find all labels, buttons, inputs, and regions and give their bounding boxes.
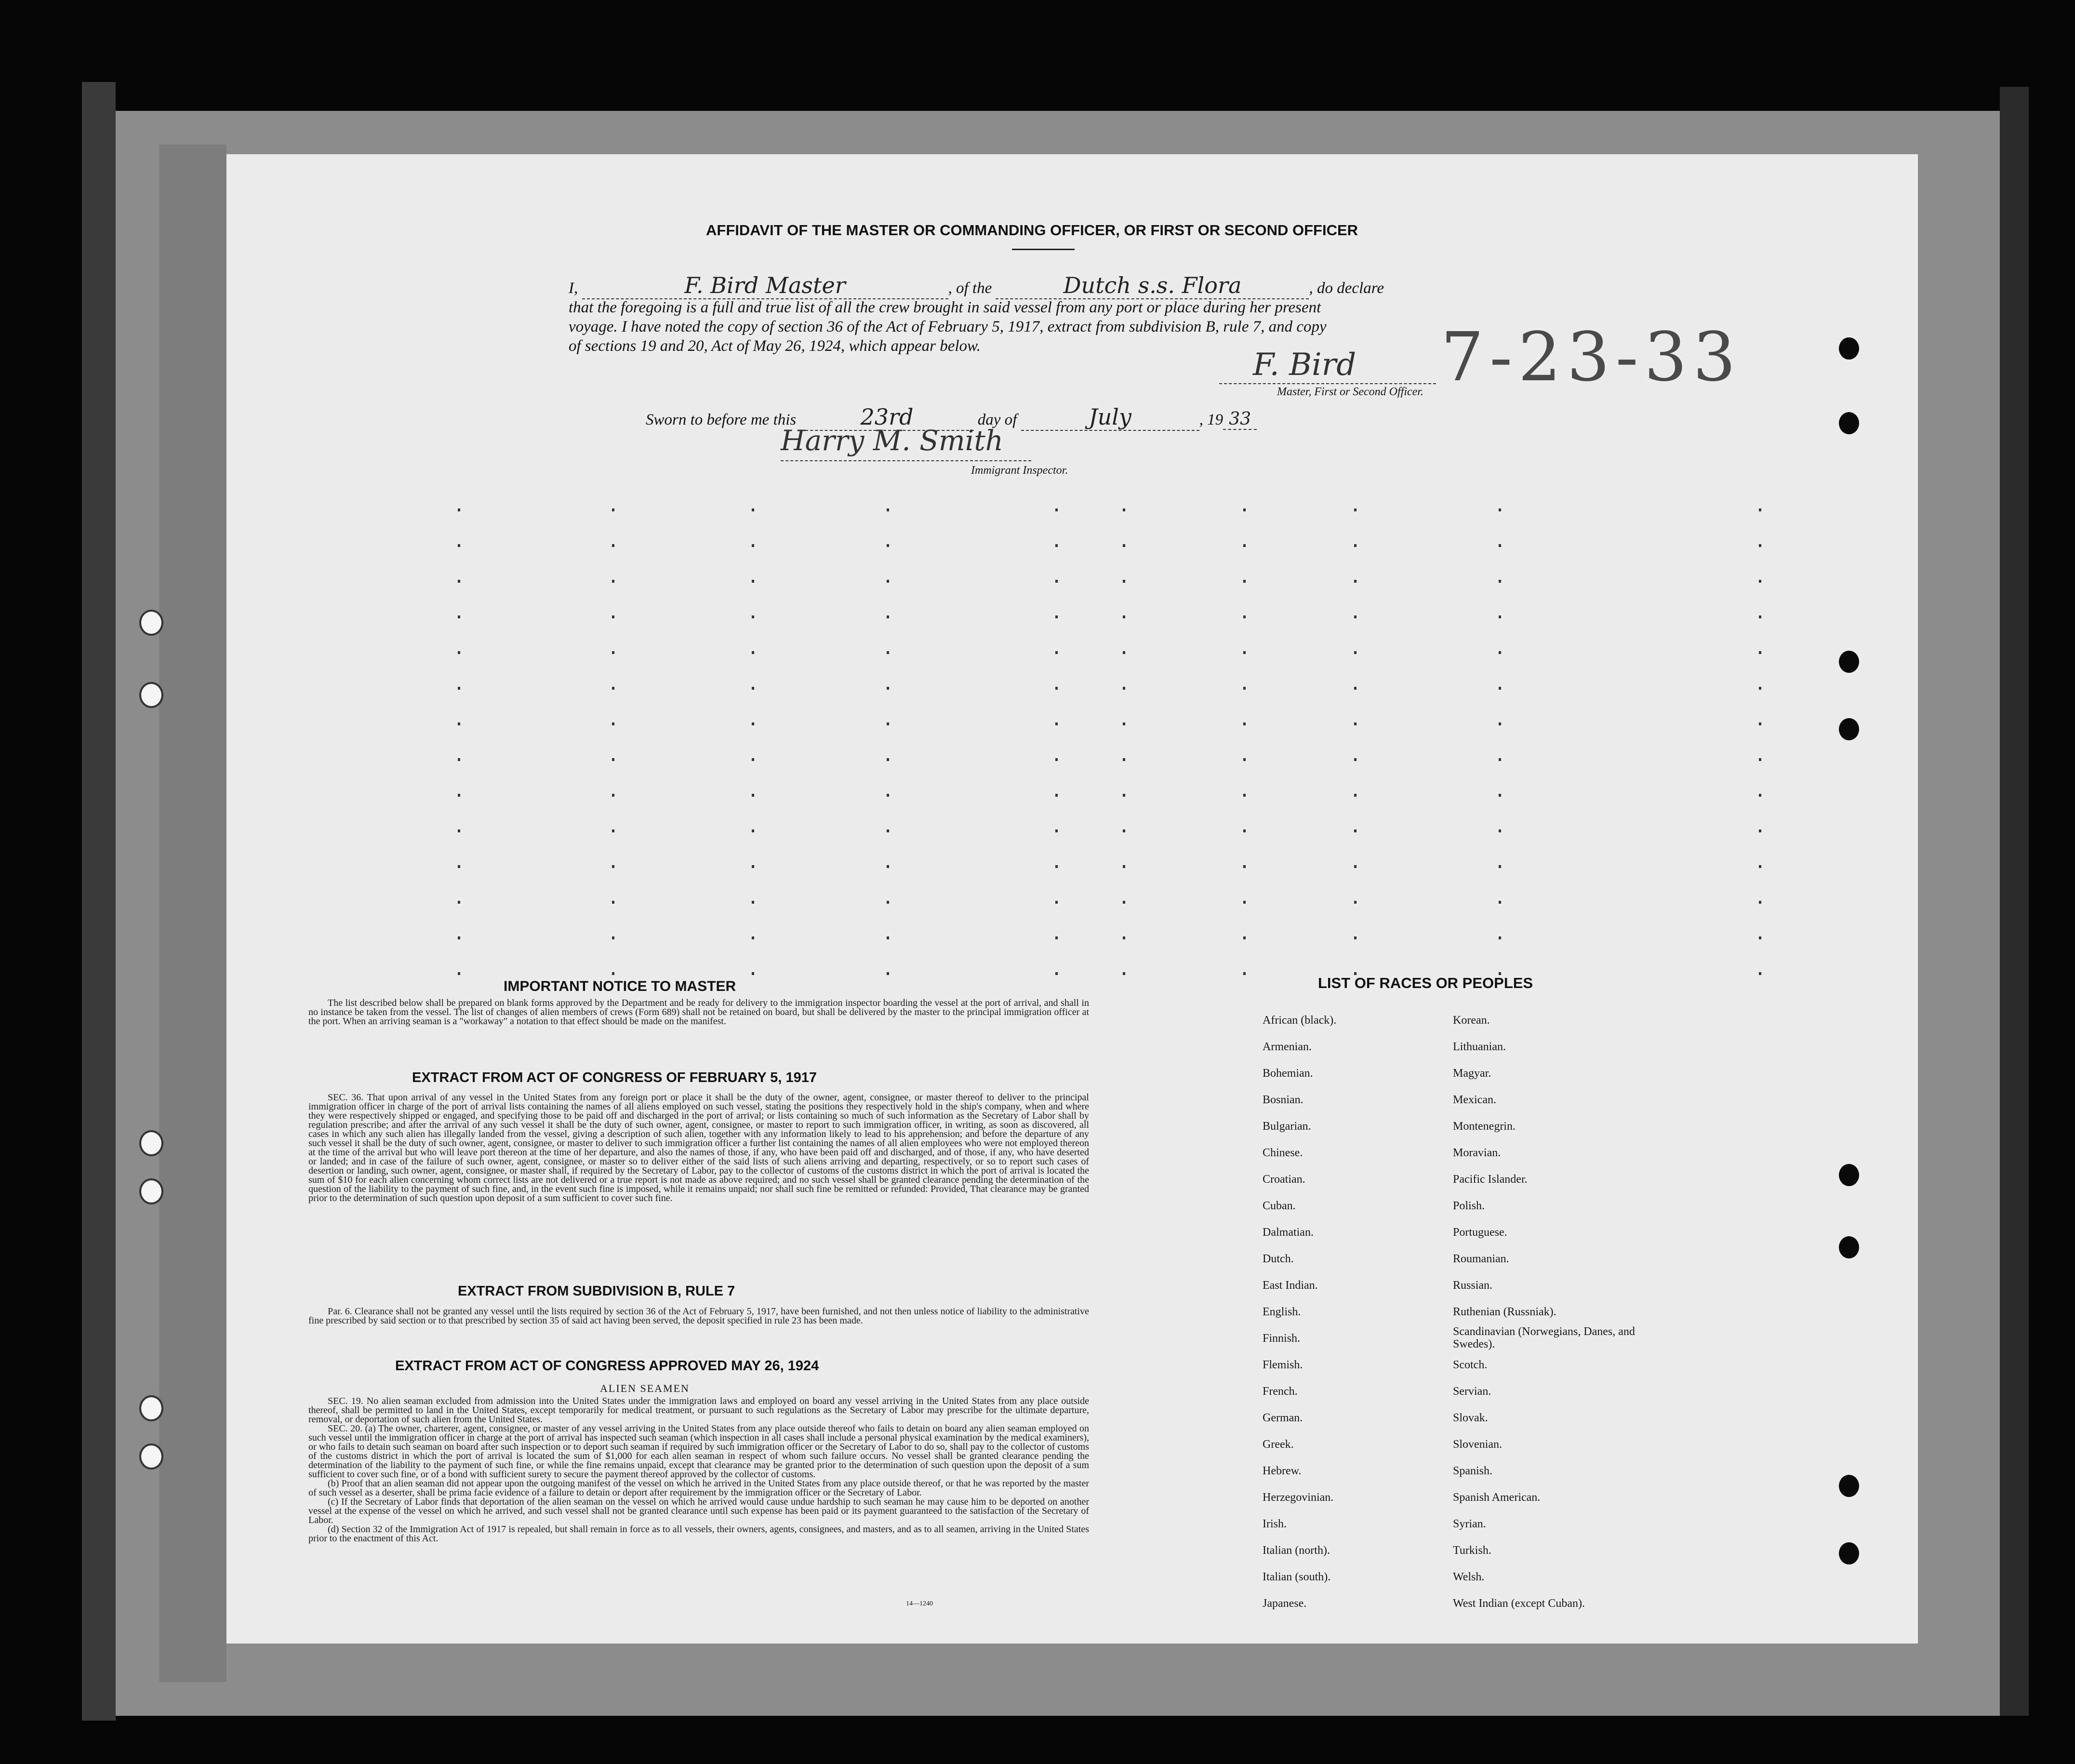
race-item: Montenegrin. [1453, 1120, 1516, 1133]
race-item: Korean. [1453, 1014, 1490, 1027]
faint-dot-mark [1123, 758, 1125, 761]
race-item: East Indian. [1263, 1279, 1318, 1292]
sworn-day-of: day of [977, 411, 1017, 428]
faint-dot-mark [1759, 615, 1761, 618]
faint-dot-mark [612, 508, 614, 511]
faint-dot-mark [1055, 508, 1058, 511]
extract-1924-title: EXTRACT FROM ACT OF CONGRESS APPROVED MAY 26, 1924 [395, 1358, 819, 1374]
race-item: Scotch. [1453, 1359, 1488, 1371]
section-36-paragraph: SEC. 36. That upon arrival of any vessel in the United States from any foreign port or place it shall be the duty of the owner, agent, consignee, or master thereof to deliver to the principal immigration officer in charge of the port of arrival lists containing the names of all aliens employed on such vessel, stating the positions they respectively hold in the ship's company, when and where they were respectively shipped or engaged, and specifying those to be paid off and discharged in the port of arrival; or lists containing so much of such information as the Secretary of Labor shall by regulation prescribe; and after the arrival of any such vessel it shall be the duty of such owner, agent, consignee, or master to report to such immigration officer, in writing, as soon as discovered, all cases in which any such alien has illegally landed from the vessel, giving a description of such alien, together with any information likely to lead to his apprehension; and before the departure of any such vessel it shall be the duty of such owner, agent, consignee, or master to deliver to such immigration officer a further list containing the names of all alien employees who were not employed thereon at the time of the arrival but who will leave port thereon at the time of her departure, and also the names of those, if any, who have been paid off and discharged, and of those, if any, who have deserted or landed; and in case of the failure of such owner, agent, consignee, or master so to deliver either of the said lists of such aliens arriving and departing, respectively, or so to report such cases of desertion or landing, such owner, agent, consignee, or master shall, if required by the Secretary of Labor, pay to the collector of customs of the customs district in which the port of arrival is located the sum of $10 for each alien concerning whom correct lists are not delivered or a true report is not made as above required; and no such vessel shall be granted clearance pending the determination of the question of the liability to the payment of such fine, and, in the event such fine is imposed, while it remains unpaid; nor shall such fine be remitted or refunded: Provided, That clearance may be granted prior to the determination of such question upon deposit of a sum sufficient to cover such fine. [308, 1092, 1089, 1203]
race-item: West Indian (except Cuban). [1453, 1597, 1585, 1610]
faint-dot-mark [1354, 901, 1357, 904]
faint-dot-mark [887, 936, 889, 939]
faint-dot-mark [1759, 972, 1761, 975]
faint-dot-mark [1055, 687, 1058, 690]
faint-dot-mark [887, 901, 889, 904]
section-20b-paragraph: (b) Proof that an alien seaman did not appear upon the outgoing manifest of the vessel on which he arrived in the United States from any place outside thereof, or that he was reported by the master of such vessel as a deserter, shall be prima facie evidence of a failure to detain or deport after requirement by the immigration officer or the Secretary of Labor. [308, 1478, 1089, 1498]
notice-paragraph: The list described below shall be prepared on blank forms approved by the Department and be ready for delivery to the immigration inspector boarding the vessel at the port of arrival, and shall in no instance be taken from the vessel. The list of changes of alien members of crews (Form 689) shall not be retained on board, but shall be delivered by the master to the principal immigration officer at the port. When an arriving seaman is a "workaway" a notation to that effect should be made on the manifest. [308, 998, 1089, 1027]
race-item: Welsh. [1453, 1571, 1485, 1583]
faint-dot-mark [887, 580, 889, 583]
punch-hole [1839, 1475, 1859, 1497]
affidavit-declare: , do declare [1309, 280, 1384, 297]
section-19-paragraph: SEC. 19. No alien seaman excluded from admission into the United States under the immigration laws and employed on board any vessel arriving in the United States from any place outside thereof, shall be permitted to land in the United States, except temporarily for medical treatment, or pursuant to such regulations as the Secretary of Labor may prescribe for the ultimate departure, removal, or deportation of such alien from the United States. [308, 1396, 1089, 1425]
faint-dot-mark [1055, 901, 1058, 904]
race-item: Moravian. [1453, 1147, 1501, 1159]
faint-dot-mark [1123, 972, 1125, 975]
faint-dot-mark [752, 508, 754, 511]
section-20a-paragraph: SEC. 20. (a) The owner, charterer, agent, consignee, or master of any vessel arriving in the United States from any place outside thereof who fails to detain on board any alien seaman employed on such vessel until the immigration officer in charge at the port of arrival has inspected such seaman (which inspection in all cases shall include a personal physical examination by the medical examiners), or who fails to detain such seaman on board after such inspection or to deport such seaman if required by such immigration officer or the Secretary of Labor to do so, shall pay to the collector of customs of the customs district in which the port of arrival is located the sum of $1,000 for each alien seaman in respect of whom such failure occurs. No vessel shall be granted clearance pending the determination of the liability to the payment of such fine, or while the fine remains unpaid, except that clearance may be granted prior to the determination of such question upon the deposit of a sum sufficient to cover such fine, or of a bond with sufficient surety to secure the payment thereof approved by the collector of customs. [308, 1423, 1089, 1480]
sworn-year-prefix: , 19 [1199, 411, 1224, 428]
race-item: Croatian. [1263, 1173, 1305, 1186]
faint-dot-mark [1243, 615, 1246, 618]
punch-hole [139, 610, 163, 636]
binding-margin [159, 145, 226, 1682]
race-item: Ruthenian (Russniak). [1453, 1306, 1556, 1318]
faint-dot-mark [458, 687, 460, 690]
faint-dot-mark [752, 936, 754, 939]
faint-dot-mark [752, 722, 754, 725]
punch-hole [1839, 337, 1859, 360]
faint-dot-mark [1055, 544, 1058, 547]
faint-dot-mark [887, 508, 889, 511]
faint-dot-mark [612, 758, 614, 761]
race-item: Spanish. [1453, 1465, 1493, 1477]
punch-hole [139, 1395, 163, 1421]
race-item: Mexican. [1453, 1094, 1496, 1106]
faint-dot-mark [887, 687, 889, 690]
faint-dot-mark [1499, 794, 1501, 797]
faint-dot-mark [1354, 829, 1357, 832]
faint-dot-mark [458, 936, 460, 939]
race-item: Japanese. [1263, 1597, 1307, 1610]
faint-dot-mark [612, 580, 614, 583]
race-item: Slovenian. [1453, 1438, 1502, 1451]
race-item: Italian (south). [1263, 1571, 1331, 1583]
faint-dot-mark [752, 829, 754, 832]
punch-hole [139, 1130, 163, 1156]
faint-dot-mark [1499, 544, 1501, 547]
race-item: Slovak. [1453, 1412, 1488, 1424]
faint-dot-mark [1243, 794, 1246, 797]
master-signature: F. Bird [1253, 347, 1357, 383]
faint-dot-mark [1055, 722, 1058, 725]
race-item: Magyar. [1453, 1067, 1491, 1080]
faint-dot-mark [1243, 901, 1246, 904]
faint-dot-mark [1499, 651, 1501, 654]
race-item: French. [1263, 1385, 1298, 1398]
punch-hole [139, 1178, 163, 1204]
faint-dot-mark [1354, 865, 1357, 868]
faint-dot-mark [1123, 615, 1125, 618]
faint-dot-mark [752, 687, 754, 690]
faint-dot-mark [1055, 794, 1058, 797]
faint-dot-mark [1759, 794, 1761, 797]
faint-dot-mark [1055, 936, 1058, 939]
punch-hole [1839, 1164, 1859, 1186]
form-number: 14—1240 [906, 1600, 933, 1607]
faint-dot-mark [1243, 829, 1246, 832]
faint-dot-mark [1354, 615, 1357, 618]
faint-dot-mark [1499, 687, 1501, 690]
faint-dot-mark [458, 722, 460, 725]
faint-dot-mark [752, 651, 754, 654]
punch-hole [1839, 718, 1859, 740]
faint-dot-mark [1759, 865, 1761, 868]
race-item: Spanish American. [1453, 1491, 1541, 1504]
faint-dot-mark [1243, 758, 1246, 761]
faint-dot-mark [1354, 794, 1357, 797]
race-item: Bohemian. [1263, 1067, 1313, 1080]
faint-dot-mark [1354, 722, 1357, 725]
faint-dot-mark [612, 936, 614, 939]
rule-7-title: EXTRACT FROM SUBDIVISION B, RULE 7 [458, 1283, 735, 1299]
race-item: German. [1263, 1412, 1303, 1424]
race-item: African (black). [1263, 1014, 1337, 1027]
alien-seamen-subtitle: ALIEN SEAMEN [600, 1382, 690, 1394]
affidavit-line-4: of sections 19 and 20, Act of May 26, 1924, which appear below. [569, 337, 981, 355]
faint-dot-mark [1123, 901, 1125, 904]
faint-dot-mark [752, 794, 754, 797]
faint-dot-mark [612, 972, 614, 975]
faint-dot-mark [752, 758, 754, 761]
faint-dot-mark [1055, 758, 1058, 761]
races-title: LIST OF RACES OR PEOPLES [1318, 975, 1533, 991]
sworn-prefix: Sworn to before me this [646, 411, 797, 428]
race-item: Dutch. [1263, 1253, 1294, 1265]
race-item: Italian (north). [1263, 1544, 1330, 1557]
affidavit-of-the: , of the [948, 280, 992, 297]
faint-dot-mark [458, 901, 460, 904]
faint-dot-mark [458, 615, 460, 618]
faint-dot-mark [1055, 829, 1058, 832]
punch-hole [1839, 412, 1859, 434]
rule-7-text [308, 1307, 1089, 1325]
faint-dot-mark [1123, 829, 1125, 832]
inspector-signature: Harry M. Smith [781, 424, 1004, 457]
faint-dot-mark [458, 794, 460, 797]
faint-dot-mark [1354, 544, 1357, 547]
faint-dot-mark [1055, 580, 1058, 583]
faint-dot-mark [752, 580, 754, 583]
faint-dot-mark [458, 651, 460, 654]
faint-dot-mark [1499, 758, 1501, 761]
faint-dot-mark [1499, 508, 1501, 511]
faint-dot-mark [1499, 936, 1501, 939]
punch-hole [1839, 651, 1859, 673]
faint-dot-mark [1354, 936, 1357, 939]
faint-dot-mark [1055, 972, 1058, 975]
faint-dot-mark [1243, 722, 1246, 725]
faint-dot-mark [1123, 794, 1125, 797]
notice-title: IMPORTANT NOTICE TO MASTER [504, 978, 736, 994]
races-column-2 [1453, 1007, 1636, 1617]
faint-dot-mark [1243, 936, 1246, 939]
race-item: Portuguese. [1453, 1226, 1507, 1239]
faint-dot-mark [1243, 580, 1246, 583]
race-item: Pacific Islander. [1453, 1173, 1528, 1186]
faint-dot-mark [887, 544, 889, 547]
faint-dot-mark [1499, 829, 1501, 832]
faint-dot-mark [1499, 722, 1501, 725]
section-20d-paragraph: (d) Section 32 of the Immigration Act of 1917 is repealed, but shall remain in force as to all vessels, their owners, agents, consignees, and masters, and as to all seamen, arriving in the United States prior to the enactment of this Act. [308, 1524, 1089, 1544]
race-item: English. [1263, 1306, 1301, 1318]
punch-hole [139, 682, 163, 708]
affidavit-i: I, [569, 280, 578, 297]
sworn-year-field: 33 [1223, 409, 1257, 430]
faint-dot-mark [458, 544, 460, 547]
race-item: Syrian. [1453, 1518, 1486, 1530]
affidavit-title: AFFIDAVIT OF THE MASTER OR COMMANDING OFFICER, OR FIRST OR SECOND OFFICER [706, 222, 1358, 239]
faint-dot-mark [887, 865, 889, 868]
faint-dot-mark [1499, 615, 1501, 618]
faint-dot-mark [458, 758, 460, 761]
faint-dot-mark [1243, 972, 1246, 975]
film-edge-right [2000, 87, 2029, 1716]
faint-dot-mark [1123, 722, 1125, 725]
affidavit-line-3: voyage. I have noted the copy of section 36 of the Act of February 5, 1917, extract from subdivision B, rule 7, and copy [569, 318, 1327, 335]
faint-dot-mark [752, 865, 754, 868]
notice-text [308, 999, 1089, 1026]
faint-dot-mark [458, 508, 460, 511]
faint-dot-mark [1243, 865, 1246, 868]
faint-dot-mark [752, 544, 754, 547]
faint-dot-mark [1759, 722, 1761, 725]
faint-dot-mark [612, 829, 614, 832]
faint-dot-mark [1123, 651, 1125, 654]
faint-dot-mark [1354, 580, 1357, 583]
faint-dot-mark [612, 651, 614, 654]
race-item: Polish. [1453, 1200, 1485, 1212]
faint-dot-mark [1759, 829, 1761, 832]
faint-dot-mark [458, 580, 460, 583]
race-item: Flemish. [1263, 1359, 1303, 1371]
race-item: Roumanian. [1453, 1253, 1509, 1265]
faint-dot-mark [887, 722, 889, 725]
faint-dot-mark [1759, 544, 1761, 547]
faint-dot-mark [1759, 508, 1761, 511]
section-20c-paragraph: (c) If the Secretary of Labor finds that deportation of the alien seaman on the vessel on which he arrived would cause undue hardship to such seaman he may cause him to be deported on another vessel at the expense of the vessel on which he arrived, and such vessel shall not be granted clearance until such expense has been paid or its payment guaranteed to the satisfaction of the Secretary of Labor. [308, 1497, 1089, 1525]
faint-dot-mark [1499, 865, 1501, 868]
punch-hole [1839, 1236, 1859, 1258]
faint-dot-mark [1123, 936, 1125, 939]
faint-dot-mark [1243, 508, 1246, 511]
faint-dot-mark [887, 972, 889, 975]
race-item: Lithuanian. [1453, 1041, 1506, 1053]
faint-dot-mark [887, 651, 889, 654]
punch-hole [139, 1443, 163, 1470]
faint-dot-mark [612, 615, 614, 618]
rule-7-paragraph: Par. 6. Clearance shall not be granted any vessel until the lists required by section 36 of the Act of February 5, 1917, have been furnished, and not then unless notice of liability to the administrative fine prescribed by said section or to that prescribed by section 35 of said act having been served, the deposit specified in rule 23 has been made. [308, 1306, 1089, 1326]
faint-dot-mark [1759, 758, 1761, 761]
faint-dot-mark [612, 544, 614, 547]
faint-dot-mark [1243, 651, 1246, 654]
faint-dot-mark [1759, 651, 1761, 654]
faint-dot-mark [612, 722, 614, 725]
faint-dot-mark [1055, 865, 1058, 868]
faint-dot-mark [887, 615, 889, 618]
film-edge-left [82, 82, 116, 1721]
vessel-name-field: Dutch s.s. Flora [996, 272, 1309, 299]
faint-dot-mark [458, 829, 460, 832]
faint-dot-mark [458, 865, 460, 868]
faint-dot-mark [1055, 651, 1058, 654]
race-item: Finnish. [1263, 1332, 1301, 1345]
faint-dot-mark [1759, 936, 1761, 939]
handwritten-number: 7-23-33 [1441, 318, 1742, 397]
faint-dot-mark [752, 972, 754, 975]
faint-dot-mark [752, 615, 754, 618]
faint-dot-mark [612, 865, 614, 868]
faint-dot-mark [1499, 580, 1501, 583]
race-item: Cuban. [1263, 1200, 1296, 1212]
race-item: Turkish. [1453, 1544, 1491, 1557]
faint-dot-mark [887, 758, 889, 761]
faint-dot-mark [612, 687, 614, 690]
faint-dot-mark [1354, 758, 1357, 761]
document-page [226, 154, 1918, 1644]
faint-dot-mark [1123, 687, 1125, 690]
affidavit-line-2: that the foregoing is a full and true list of all the crew brought in said vessel from any port or place during her present [569, 299, 1321, 316]
master-signature-caption: Master, First or Second Officer. [1277, 386, 1423, 398]
race-item: Irish. [1263, 1518, 1287, 1530]
race-item: Bulgarian. [1263, 1120, 1311, 1133]
sworn-month-field: July [1021, 404, 1199, 431]
faint-dot-mark [1123, 544, 1125, 547]
race-item: Greek. [1263, 1438, 1294, 1451]
faint-dot-mark [458, 972, 460, 975]
faint-dot-mark [887, 829, 889, 832]
extract-1924-text [308, 1397, 1089, 1543]
master-name-field: F. Bird Master [582, 272, 948, 299]
faint-dot-mark [1243, 544, 1246, 547]
faint-dot-mark [1123, 865, 1125, 868]
race-item: Armenian. [1263, 1041, 1312, 1053]
race-item: Hebrew. [1263, 1465, 1302, 1477]
faint-dot-mark [1759, 687, 1761, 690]
sworn-day-field: 23rd [800, 404, 974, 431]
punch-hole [1839, 1542, 1859, 1564]
faint-dot-mark [887, 794, 889, 797]
faint-dot-mark [752, 901, 754, 904]
faint-dot-mark [1354, 687, 1357, 690]
faint-dot-mark [1759, 580, 1761, 583]
race-item: Scandinavian (Norwegians, Danes, and Swedes). [1453, 1325, 1635, 1350]
faint-dot-mark [1499, 901, 1501, 904]
extract-1917-title: EXTRACT FROM ACT OF CONGRESS OF FEBRUARY 5, 1917 [412, 1070, 817, 1085]
faint-dot-mark [612, 794, 614, 797]
inspector-caption: Immigrant Inspector. [971, 464, 1068, 477]
faint-dot-mark [1055, 615, 1058, 618]
race-item: Russian. [1453, 1279, 1493, 1292]
race-item: Bosnian. [1263, 1094, 1304, 1106]
faint-dot-mark [1759, 901, 1761, 904]
race-item: Dalmatian. [1263, 1226, 1314, 1239]
race-item: Chinese. [1263, 1147, 1303, 1159]
faint-dot-mark [1123, 580, 1125, 583]
races-column-1 [1263, 1007, 1336, 1617]
faint-dot-mark [1243, 687, 1246, 690]
race-item: Servian. [1453, 1385, 1491, 1398]
faint-dot-mark [1354, 508, 1357, 511]
faint-dot-mark [612, 901, 614, 904]
faint-dot-mark [1123, 508, 1125, 511]
race-item: Herzegovinian. [1263, 1491, 1334, 1504]
faint-dot-mark [1354, 651, 1357, 654]
extract-1917-text [308, 1093, 1089, 1203]
